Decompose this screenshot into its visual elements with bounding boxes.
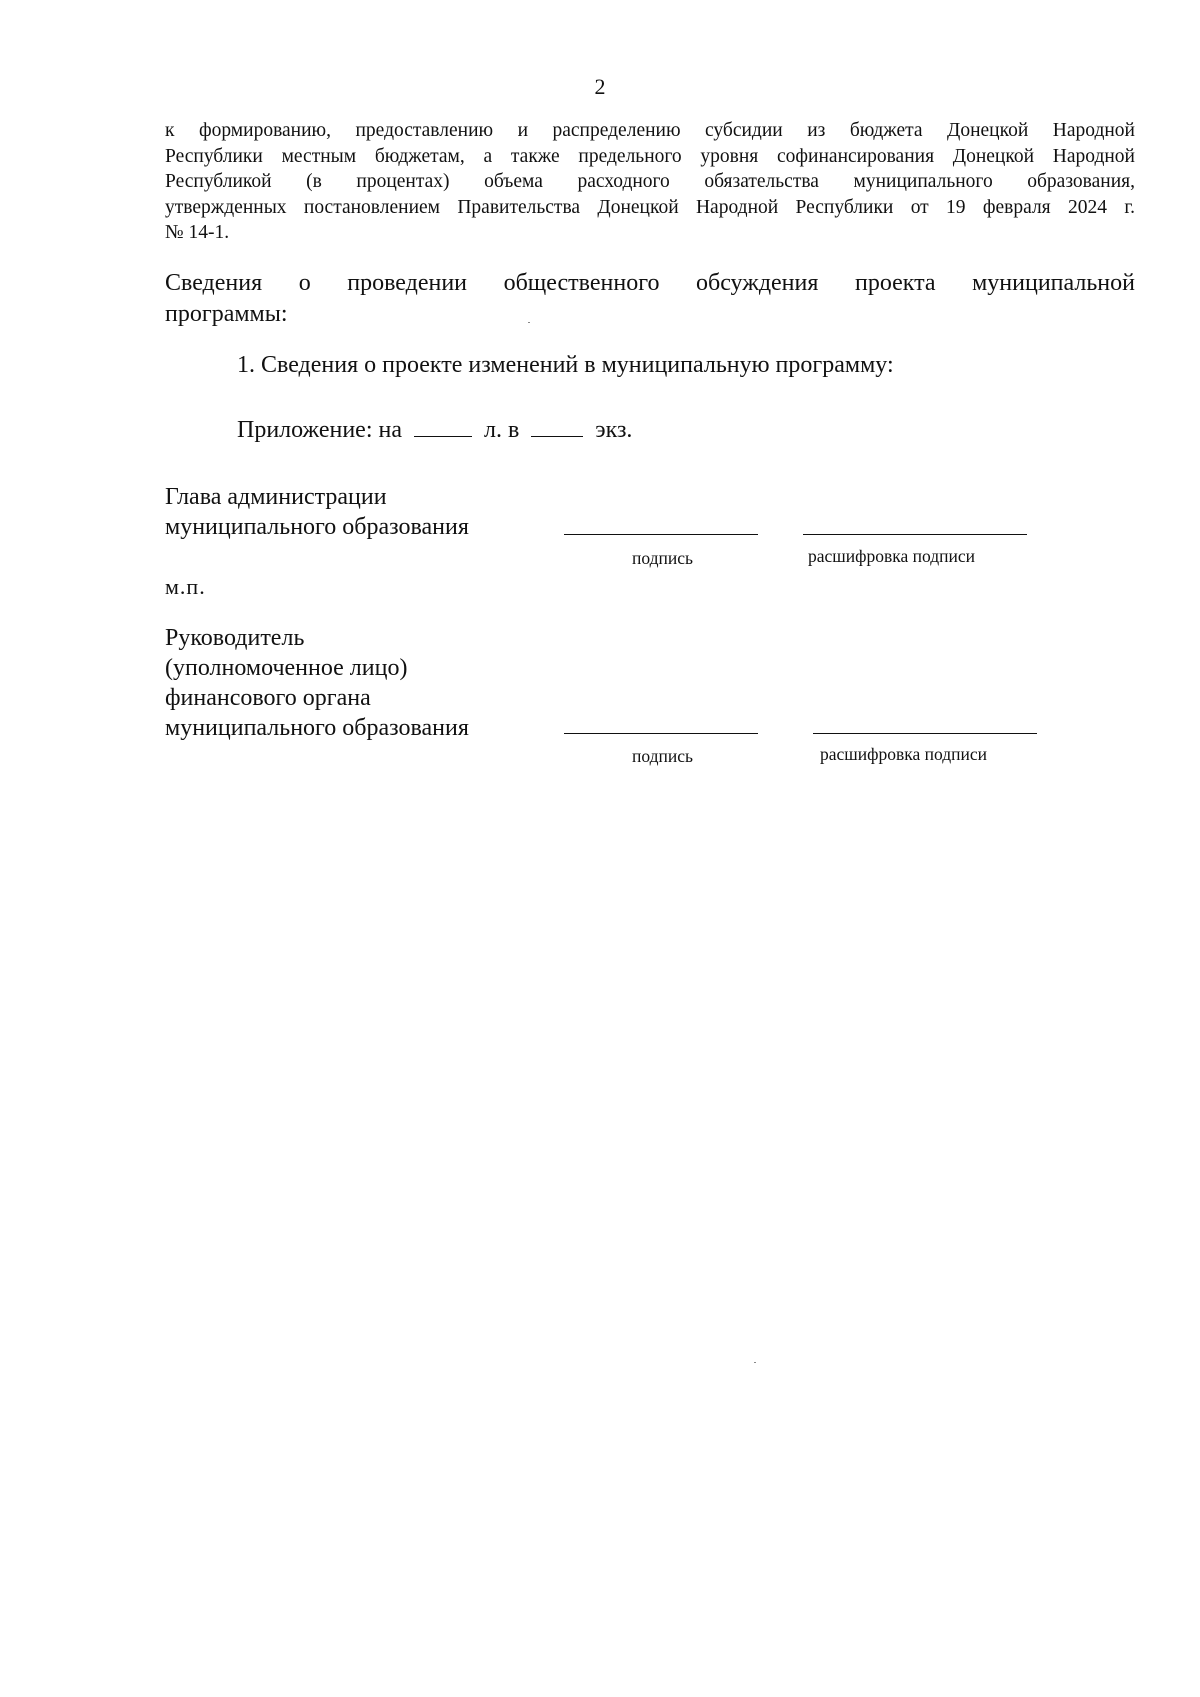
page-number: 2	[594, 74, 606, 99]
scan-speck	[754, 1362, 756, 1363]
finance-signature-line[interactable]	[564, 733, 758, 734]
head-title-line: Глава администрации	[165, 484, 387, 510]
finance-decoding-line[interactable]	[813, 733, 1037, 734]
item-project-changes: 1. Сведения о проекте изменений в муниципальную программу:	[237, 352, 894, 378]
intro-line: Республикой (в процентах) объема расходного обязательства муниципального образования,	[165, 171, 1135, 192]
attachment-line	[237, 414, 632, 446]
attachment-prefix: Приложение: на	[237, 417, 402, 443]
finance-decoding-caption: расшифровка подписи	[820, 744, 987, 764]
head-title	[165, 482, 469, 542]
head-title-line: муниципального образования	[165, 514, 469, 540]
copies-count-blank[interactable]	[531, 414, 583, 437]
sheets-count-blank[interactable]	[414, 414, 472, 437]
intro-paragraph	[165, 118, 1135, 246]
head-signature-line[interactable]	[564, 534, 758, 535]
finance-head-title-line: финансового органа	[165, 685, 371, 711]
intro-line: утвержденных постановлением Правительства Донецкой Народной Республики от 19 февраля 2024 г.	[165, 196, 1135, 218]
attachment-suffix: экз.	[595, 417, 633, 443]
attachment-middle: л. в	[483, 417, 520, 443]
head-decoding-line[interactable]	[803, 534, 1027, 535]
scan-speck	[528, 322, 530, 323]
finance-head-title	[165, 623, 469, 743]
intro-line: к формированию, предоставлению и распределению субсидии из бюджета Донецкой Народной	[165, 120, 1135, 141]
head-signature-caption: подпись	[632, 548, 693, 568]
discussion-line: программы:	[165, 301, 288, 327]
intro-line: Республики местным бюджетам, а также предельного уровня софинансирования Донецкой Народной	[165, 145, 1135, 167]
finance-head-title-line: Руководитель	[165, 625, 305, 651]
intro-line: № 14-1.	[165, 222, 230, 243]
stamp-place: м.п.	[165, 574, 206, 599]
head-decoding-caption: расшифровка подписи	[808, 546, 975, 566]
finance-head-title-line: (уполномоченное лицо)	[165, 655, 408, 681]
discussion-heading	[165, 268, 1135, 330]
discussion-line: Сведения о проведении общественного обсуждения проекта муниципальной	[165, 270, 1135, 296]
finance-head-title-line: муниципального образования	[165, 715, 469, 741]
finance-signature-caption: подпись	[632, 746, 693, 766]
